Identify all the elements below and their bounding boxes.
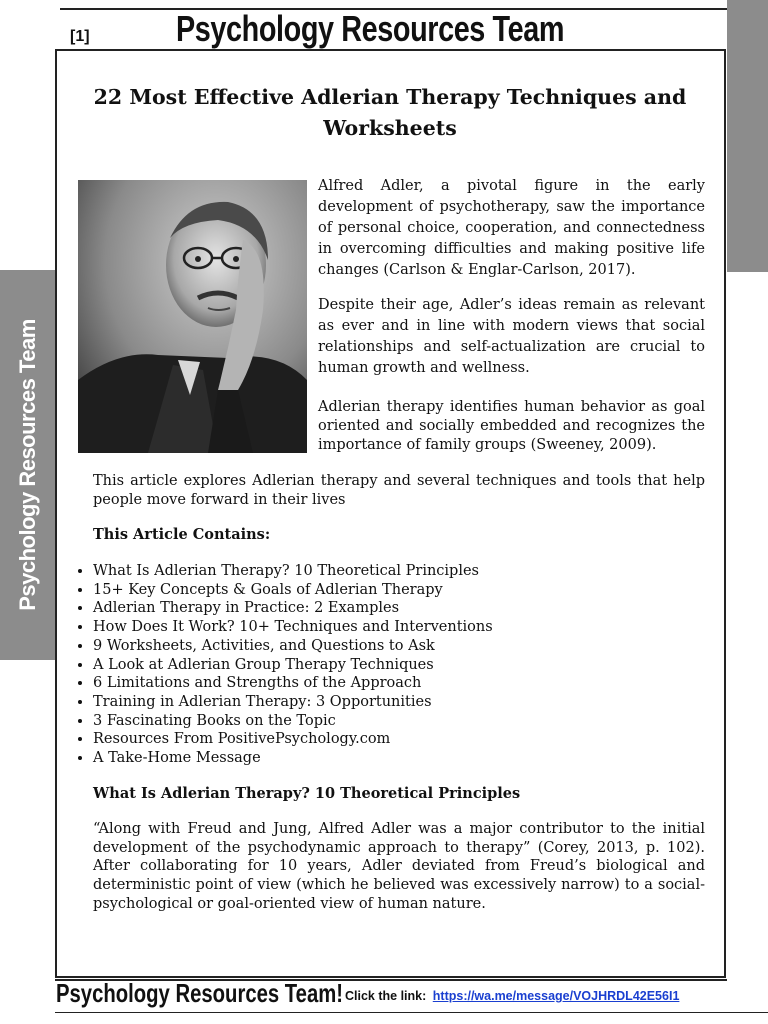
footer-bottom-rule	[55, 1012, 768, 1013]
footer-click-label: Click the link:	[345, 989, 427, 1003]
toc-item[interactable]: • 9 Worksheets, Activities, and Questions to Ask	[93, 637, 493, 656]
intro-paragraph-1: Alfred Adler, a pivotal figure in the early development of psychotherapy, saw the importance of personal choice, cooperation, and connectedness in overcoming difficulties and making positive life changes (Carlson & Englar-Carlson, 2017).	[318, 178, 705, 278]
section-paragraph: “Along with Freud and Jung, Alfred Adler was a major contributor to the initial development of the psychodynamic approach to therapy” (Corey, 2013, p. 102). After collaborating for 10 years, Adler deviated from Freud’s biological and deterministic point of view (which he believed was excessively narrow) to a social-psychological or goal-oriented view of human nature.	[93, 821, 705, 912]
toc-item[interactable]: • A Take-Home Message	[93, 749, 493, 768]
table-of-contents	[63, 562, 493, 768]
page-number: [1]	[70, 28, 90, 45]
contents-heading: This Article Contains:	[93, 526, 271, 543]
toc-item[interactable]: • 6 Limitations and Strengths of the Approach	[93, 674, 493, 693]
header-brand: Psychology Resources Team	[176, 8, 565, 49]
intro-paragraph-2: Despite their age, Adler’s ideas remain as relevant as ever and in line with modern views that social relationships and self-actualization are crucial to human growth and wellness.	[318, 297, 705, 376]
article-title-line-2: Worksheets	[323, 116, 457, 140]
toc-item[interactable]: • Resources From PositivePsychology.com	[93, 730, 493, 749]
toc-item[interactable]: • What Is Adlerian Therapy? 10 Theoretical Principles	[93, 562, 493, 581]
article-title-line-1: 22 Most Effective Adlerian Therapy Techniques and	[93, 85, 687, 109]
side-tab-label: Psychology Resources Team	[15, 319, 40, 611]
footer-link[interactable]: https://wa.me/message/VOJHRDL42E56I1	[432, 989, 680, 1003]
toc-item[interactable]: • Training in Adlerian Therapy: 3 Opportunities	[93, 693, 493, 712]
footer-brand: Psychology Resources Team!	[56, 978, 344, 1008]
section-heading: What Is Adlerian Therapy? 10 Theoretical Principles	[93, 785, 521, 802]
toc-item[interactable]: • 15+ Key Concepts & Goals of Adlerian Therapy	[93, 581, 493, 600]
footer-cta	[345, 989, 679, 1003]
intro-paragraph-3: Adlerian therapy identifies human behavior as goal oriented and socially embedded and recognizes the importance of family groups (Sweeney, 2009).	[318, 399, 705, 453]
toc-item[interactable]: • 3 Fascinating Books on the Topic	[93, 712, 493, 731]
portrait-photo	[78, 180, 307, 453]
right-gray-bar	[727, 0, 768, 272]
toc-item[interactable]: • How Does It Work? 10+ Techniques and Interventions	[93, 618, 493, 637]
toc-item[interactable]: • A Look at Adlerian Group Therapy Techniques	[93, 656, 493, 675]
intro-paragraph-4: This article explores Adlerian therapy and several techniques and tools that help people move forward in their lives	[93, 473, 705, 508]
toc-item[interactable]: • Adlerian Therapy in Practice: 2 Examples	[93, 599, 493, 618]
article-title	[80, 82, 700, 144]
